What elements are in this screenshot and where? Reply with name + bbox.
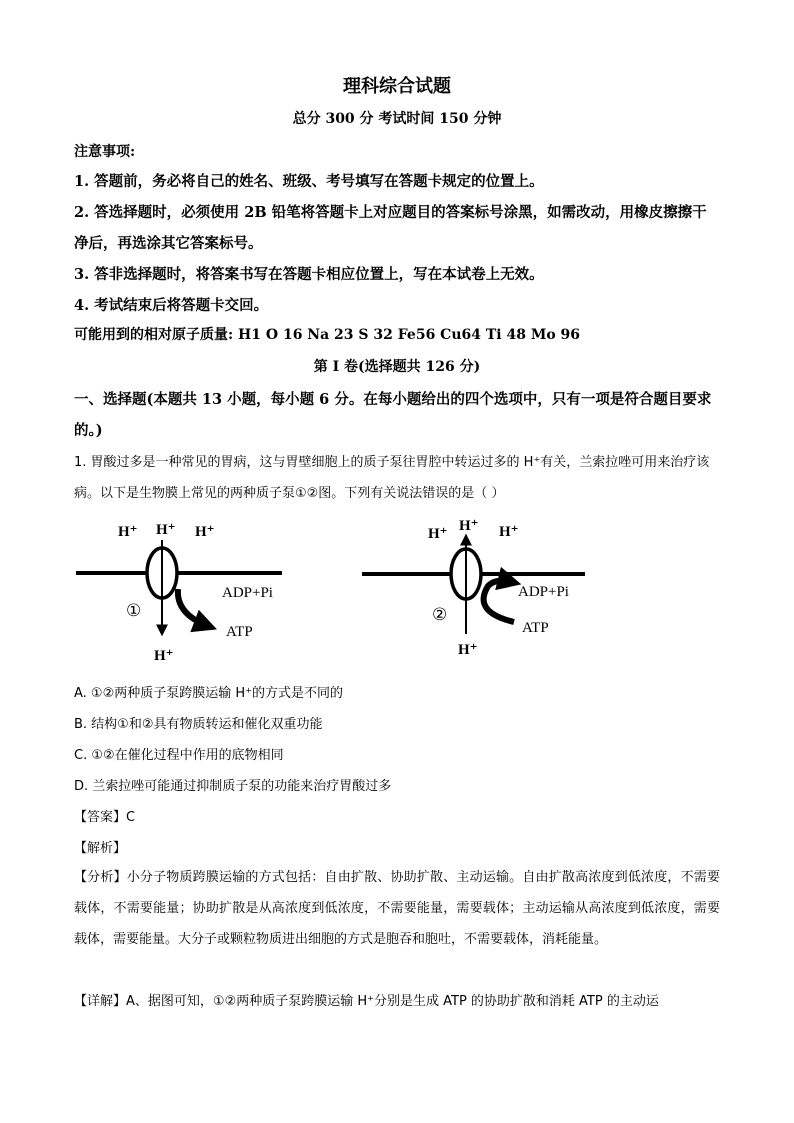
pump-1-adp: ADP+Pi bbox=[222, 585, 273, 601]
notice-item-1: 1. 答题前，务必将自己的姓名、班级、考号填写在答题卡规定的位置上。 bbox=[74, 173, 544, 190]
pump-2-diagram bbox=[362, 518, 585, 658]
pump-1-diagram bbox=[76, 522, 282, 664]
notice-heading: 注意事项: bbox=[74, 144, 136, 160]
pump-2-adp: ADP+Pi bbox=[518, 584, 569, 600]
detail-paragraph bbox=[74, 986, 720, 1017]
page-title: 理科综合试题 bbox=[343, 76, 451, 97]
analysis-paragraph bbox=[74, 862, 720, 955]
pump-1-h-bottom: H⁺ bbox=[154, 648, 174, 664]
pump-2-h-top-mid: H⁺ bbox=[459, 518, 479, 534]
pump-1-h-top-mid: H⁺ bbox=[156, 522, 176, 538]
answer-value: C bbox=[126, 810, 136, 825]
pump-1-h-top-left: H⁺ bbox=[118, 524, 138, 540]
pump-2-label: ② bbox=[432, 605, 448, 624]
pump-2-h-top-left: H⁺ bbox=[428, 526, 448, 542]
option-c: C. ①②在催化过程中作用的底物相同 bbox=[74, 748, 284, 763]
detail-tag: 【详解】 bbox=[74, 994, 127, 1009]
proton-pump-figure bbox=[0, 512, 794, 672]
pump-1-label: ① bbox=[126, 601, 142, 620]
analysis-label: 【解析】 bbox=[74, 841, 127, 856]
detail-text: A、据图可知，①②两种质子泵跨膜运输 H⁺分别是生成 ATP 的协助扩散和消耗 ATP 的主动运 bbox=[126, 994, 659, 1009]
atomic-masses: 可能用到的相对原子质量: H1 O 16 Na 23 S 32 Fe56 Cu64 Ti 48 Mo 96 bbox=[74, 327, 581, 343]
answer-line bbox=[74, 806, 135, 825]
option-d: D. 兰索拉唑可能通过抑制质子泵的功能来治疗胃酸过多 bbox=[74, 779, 392, 794]
option-a: A. ①②两种质子泵跨膜运输 H⁺的方式是不同的 bbox=[74, 686, 344, 701]
pump-2-reaction-arrow bbox=[484, 581, 514, 622]
pump-2-h-bottom: H⁺ bbox=[458, 642, 478, 658]
option-b: B. 结构①和②具有物质转运和催化双重功能 bbox=[74, 717, 323, 732]
pump-2-h-top-right: H⁺ bbox=[499, 524, 519, 540]
analysis-tag: 【分析】 bbox=[74, 870, 127, 885]
notice-item-2: 2. 答选择题时，必须使用 2B 铅笔将答题卡上对应题目的答案标号涂黑，如需改动，用橡皮擦擦干净后，再选涂其它答案标号。 bbox=[74, 204, 707, 252]
exam-info: 总分 300 分 考试时间 150 分钟 bbox=[292, 111, 502, 127]
notice-item-3: 3. 答非选择题时，将答案书写在答题卡相应位置上，写在本试卷上无效。 bbox=[74, 266, 544, 283]
pump-1-h-top-right: H⁺ bbox=[195, 524, 215, 540]
analysis-text: 小分子物质跨膜运输的方式包括：自由扩散、协助扩散、主动运输。自由扩散高浓度到低浓度，不需要载体，不需要能量；协助扩散是从高浓度到低浓度，不需要能量，需要载体；主动运输从高浓度到低浓度，需要载体，需要能量。大分子或颗粒物质进出细胞的方式是胞吞和胞吐，不需要载体，消耗能量。 bbox=[74, 870, 720, 947]
pump-1-atp: ATP bbox=[226, 624, 253, 640]
pump-1-reaction-arrow bbox=[178, 589, 208, 626]
question-1-stem: 1. 胃酸过多是一种常见的胃病，这与胃壁细胞上的质子泵往胃腔中转运过多的 H⁺有关，兰索拉唑可用来治疗该病。以下是生物膜上常见的两种质子泵①②图。下列有关说法错误的是（ ） bbox=[74, 455, 710, 501]
notice-item-4: 4. 考试结束后将答题卡交回。 bbox=[74, 297, 269, 314]
section-title: 第 I 卷(选择题共 126 分) bbox=[313, 359, 481, 375]
pump-2-atp: ATP bbox=[522, 620, 549, 636]
answer-label: 【答案】 bbox=[74, 810, 127, 825]
part-one-instructions: 一、选择题(本题共 13 小题，每小题 6 分。在每小题给出的四个选项中，只有一项是符合题目要求的。) bbox=[74, 391, 712, 439]
